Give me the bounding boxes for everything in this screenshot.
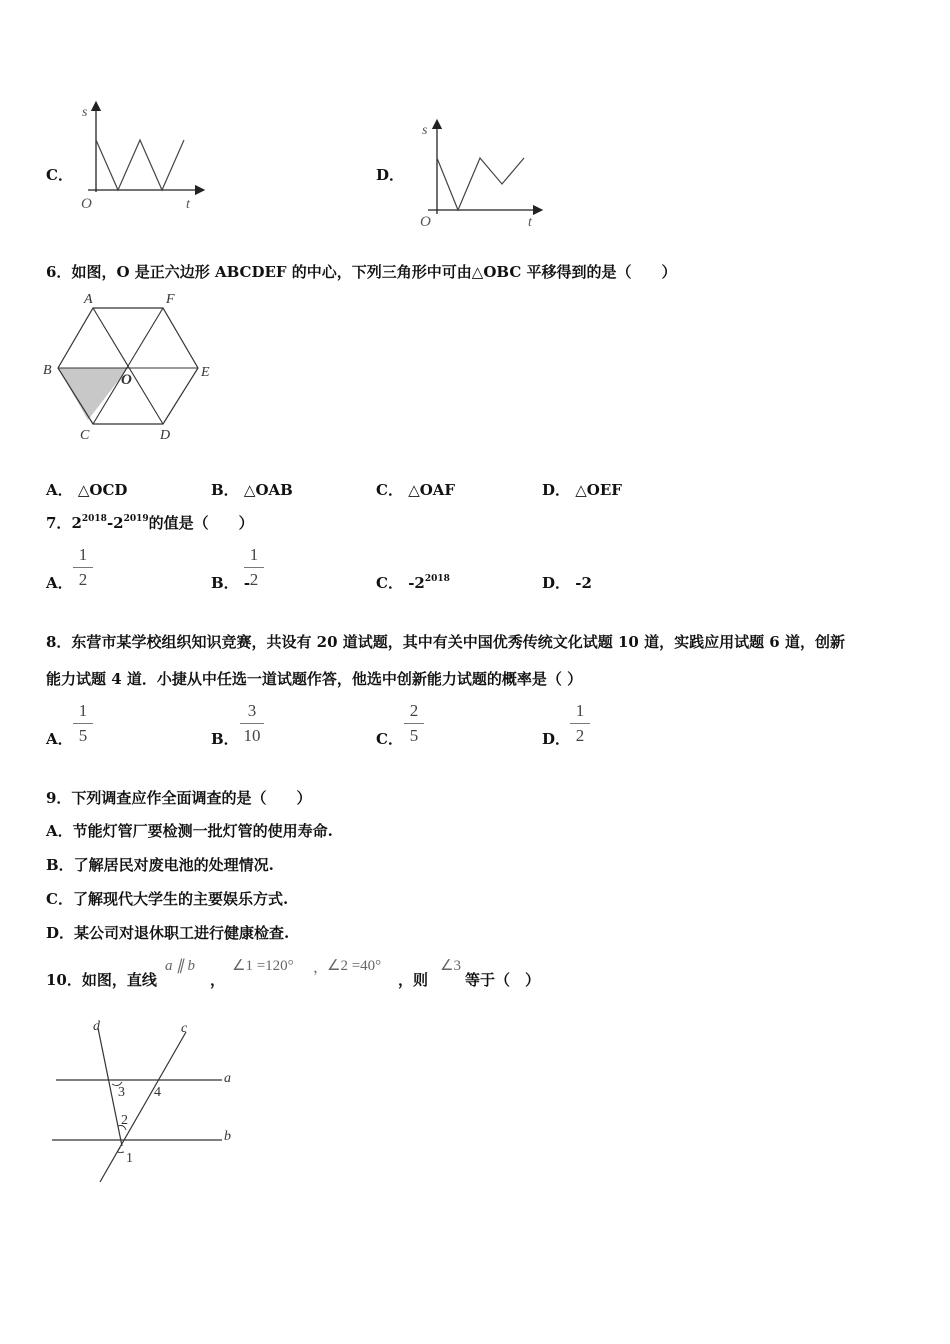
- q5-option-d-label: D．: [376, 166, 405, 184]
- q7-stem: 7．$2^{2018}-2^{2019}$的值是（ ）: [46, 514, 254, 532]
- vertex-f-label: F: [166, 292, 175, 307]
- q6-option-b[interactable]: B． △OAB: [211, 481, 293, 499]
- line-a-label: a: [224, 1071, 231, 1086]
- q6-option-a[interactable]: A． △OCD: [46, 481, 128, 499]
- q8-option-a-label[interactable]: A．: [46, 730, 73, 748]
- x-axis-label: t: [528, 215, 532, 230]
- q9-option-d[interactable]: D．某公司对退休职工进行健康检查.: [46, 924, 290, 942]
- q7-option-b-label[interactable]: B． -: [211, 574, 251, 592]
- q7-option-a-label[interactable]: A．: [46, 574, 73, 592]
- q10-separator: ，: [313, 960, 329, 976]
- vertex-a-label: A: [84, 292, 93, 307]
- q8-option-b-fraction: 3 10: [237, 701, 267, 746]
- q10-parallel-lines-figure: [46, 1014, 246, 1186]
- origin-label: O: [81, 196, 92, 212]
- q6-option-d[interactable]: D． △OEF: [542, 481, 622, 499]
- q6-stem: [46, 261, 677, 282]
- q8-option-c-label[interactable]: C．: [376, 730, 403, 748]
- q8-stem-line2: 能力试题 4 道．小捷从中任选一道试题作答，他选中创新能力试题的概率是（ ）: [46, 670, 583, 688]
- q10-angle3: ∠3: [440, 958, 461, 974]
- q8-option-d-fraction: 1 2: [567, 701, 593, 746]
- angle-1-label: 1: [126, 1151, 133, 1166]
- angle-2-label: 2: [121, 1113, 128, 1128]
- q10-angle1: ∠1 =120°: [232, 958, 294, 974]
- line-c-label: c: [181, 1021, 188, 1036]
- q8-option-c-fraction: 2 5: [401, 701, 427, 746]
- line-b-label: b: [224, 1129, 231, 1144]
- q8-option-d-label[interactable]: D．: [542, 730, 571, 748]
- origin-label: O: [420, 214, 431, 230]
- q7-option-b-fraction: 1 2: [241, 545, 267, 590]
- q10-tail: 等于（ ）: [465, 971, 541, 989]
- q5-option-c-label: C．: [46, 166, 73, 184]
- angle-3-label: 3: [118, 1085, 125, 1100]
- q7-option-a-fraction: 1 2: [70, 545, 96, 590]
- line-c: [100, 1032, 186, 1182]
- question-number: 6．: [46, 263, 72, 281]
- line-d-label: d: [93, 1019, 100, 1034]
- q8-option-b-label[interactable]: B．: [211, 730, 239, 748]
- vertex-c-label: C: [80, 428, 90, 443]
- shaded-triangle-obc: [58, 368, 128, 420]
- question-text: 如图，O 是正六边形 ABCDEF 的中心，下列三角形中可由△OBC 平移得到的是（ ）: [71, 263, 677, 281]
- q10-comma1: ，: [210, 971, 226, 989]
- q10-parallel-expr: a ∥ b: [165, 958, 195, 974]
- q10-prefix: 10．如图，直线: [46, 971, 157, 989]
- q9-stem: 9．下列调查应作全面调查的是（ ）: [46, 789, 312, 807]
- q8-stem-line1: 8．东营市某学校组织知识竞赛，共设有 20 道试题，其中有关中国优秀传统文化试题 10 道，实践应用试题 6 道，创新: [46, 633, 845, 651]
- graph-line: [437, 158, 524, 210]
- center-o-label: O: [121, 372, 132, 388]
- q5-graph-c: [78, 98, 208, 216]
- q8-option-a-fraction: 1 5: [70, 701, 96, 746]
- y-axis-label: s: [422, 123, 428, 138]
- vertex-e-label: E: [201, 365, 210, 380]
- q10-angle2: ∠2 =40°: [327, 958, 382, 974]
- q6-option-c[interactable]: C． △OAF: [376, 481, 456, 499]
- q7-option-d[interactable]: D． -2: [542, 574, 592, 592]
- angle-4-label: 4: [154, 1085, 161, 1100]
- q7-option-c[interactable]: C． $-2^{2018}$: [376, 574, 450, 592]
- x-axis-label: t: [186, 197, 190, 212]
- q5-graph-d: [418, 118, 548, 230]
- q9-option-b[interactable]: B．了解居民对废电池的处理情况.: [46, 856, 274, 874]
- q9-option-c[interactable]: C．了解现代大学生的主要娱乐方式.: [46, 890, 289, 908]
- q6-hexagon-figure: [40, 288, 220, 446]
- q9-option-a[interactable]: A．节能灯管厂要检测一批灯管的使用寿命.: [46, 822, 333, 840]
- graph-line: [96, 140, 184, 190]
- vertex-b-label: B: [43, 363, 52, 378]
- y-axis-label: s: [82, 105, 88, 120]
- q10-then: ，则: [398, 971, 429, 989]
- vertex-d-label: D: [160, 428, 171, 443]
